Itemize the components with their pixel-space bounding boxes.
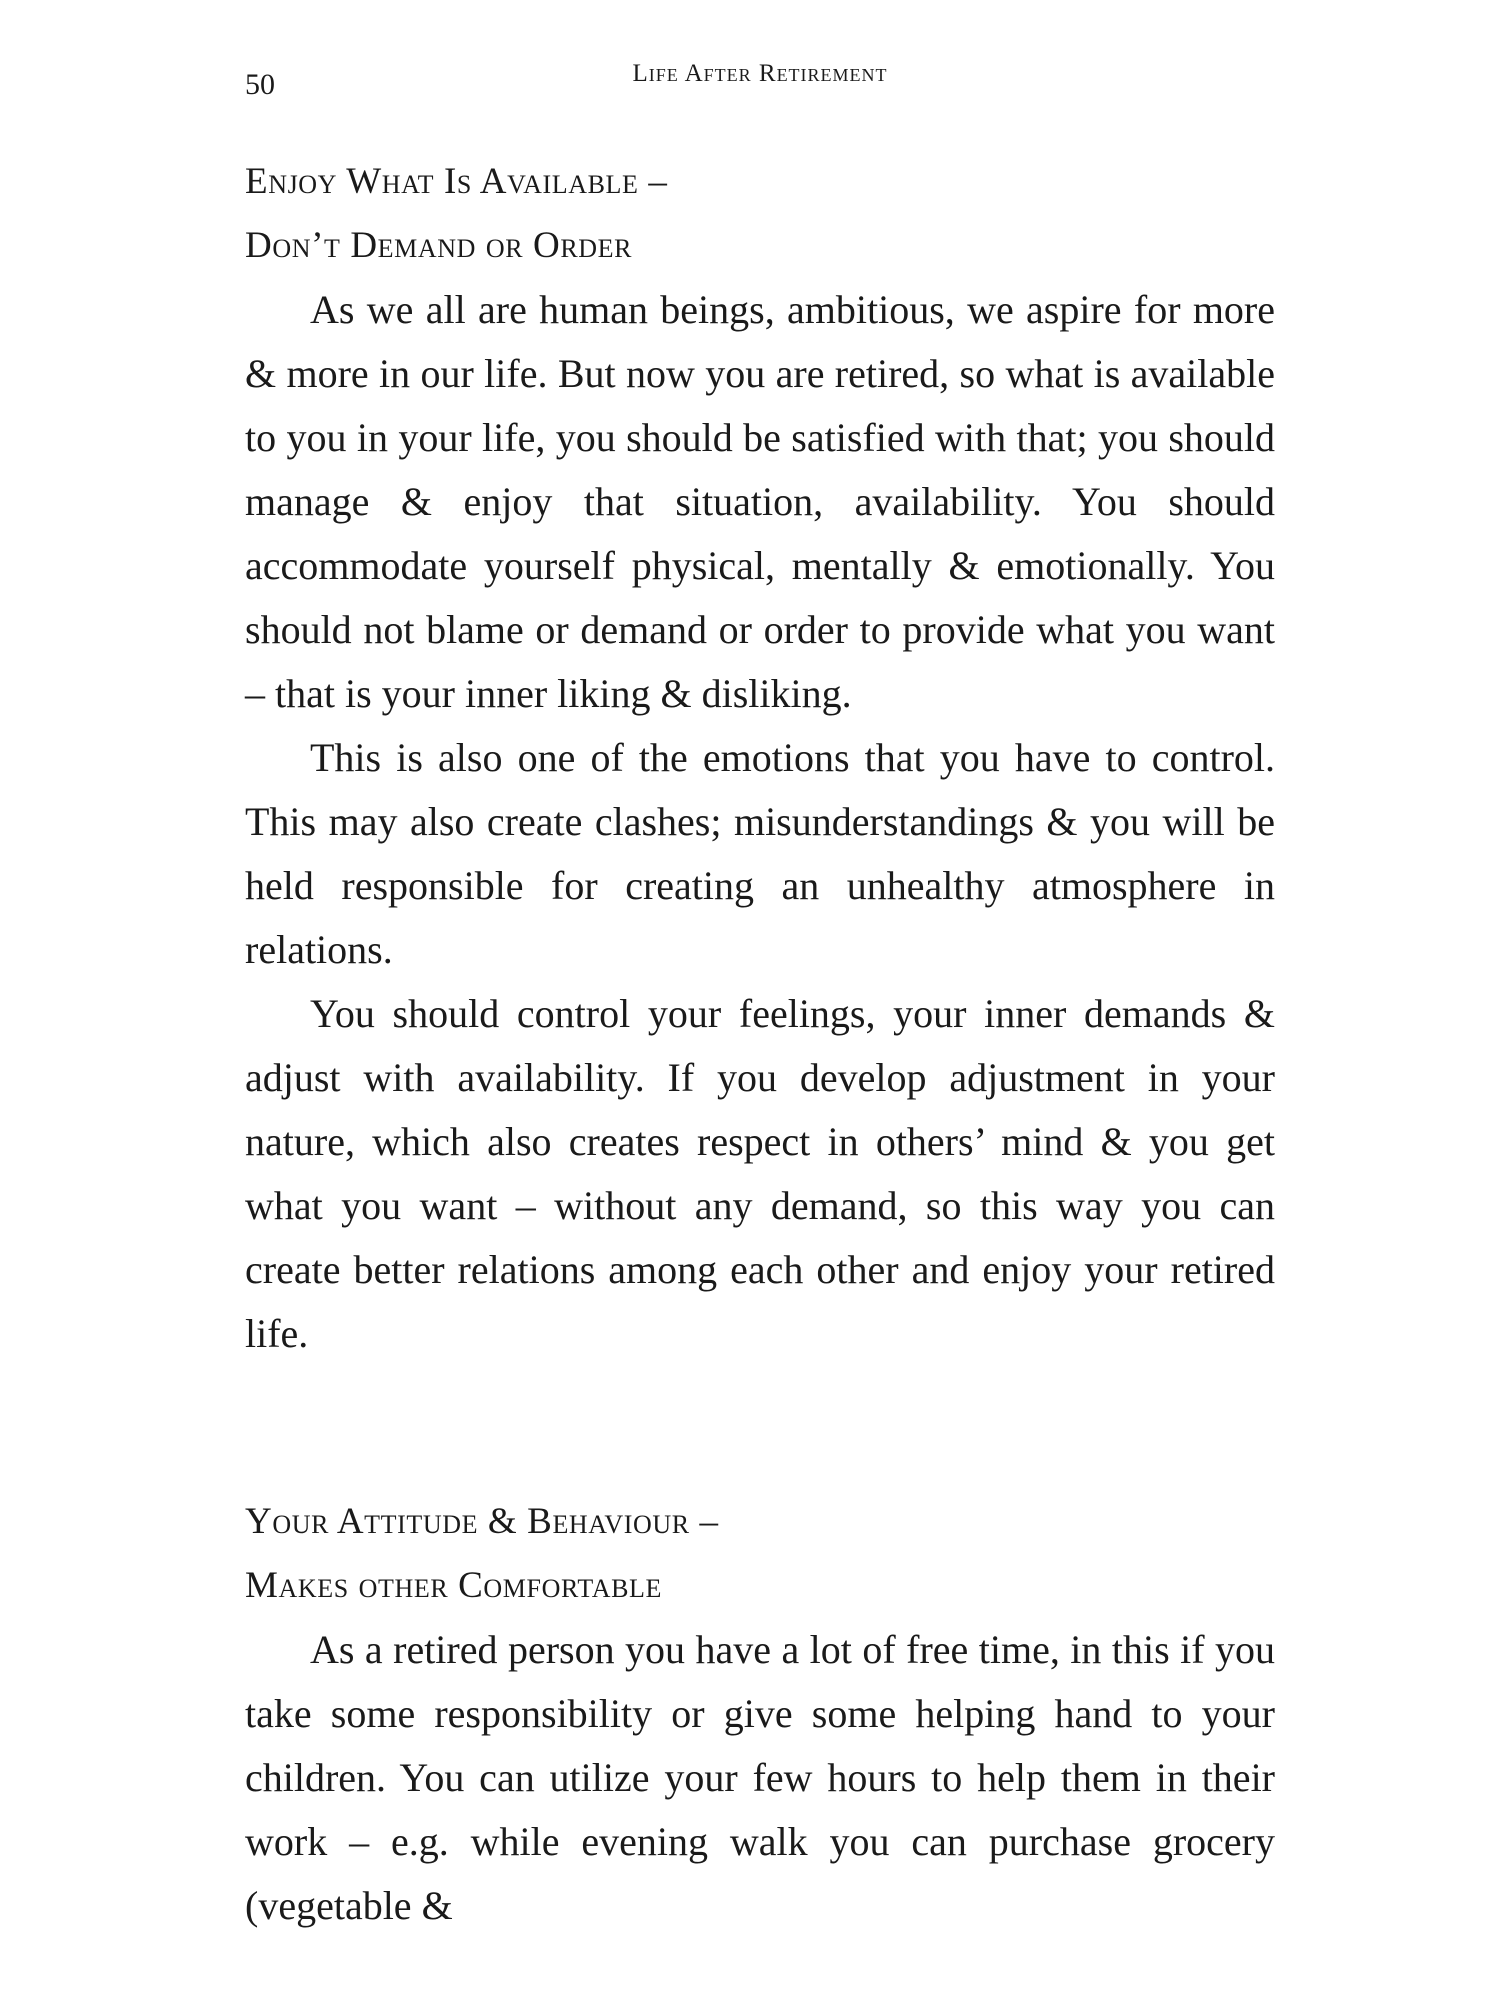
section-heading-line-2: Don’t Demand or Order — [245, 225, 633, 266]
paragraph: As we all are human beings, ambitious, we aspire for more & more in our life. But now you are retired, so what is available to you in your life, you should be satisfied with that; you should manage & enjoy that situation, availability. You should accommodate yourself physical, mentally & emotionally. You should not blame or demand or order to provide what you want – that is your inner liking & disliking. — [245, 287, 1275, 716]
section-heading-line-1: Enjoy What Is Available – — [245, 161, 668, 202]
paragraph: This is also one of the emotions that you have to control. This may also create clashes; misunderstandings & you will be held responsible for creating an unhealthy atmosphere in relations. — [245, 735, 1275, 972]
paragraph: You should control your feelings, your inner demands & adjust with availability. If you develop adjustment in your nature, which also creates respect in others’ mind & you get what you want – without any demand, so this way you can create better relations among each other and enjoy your retired life. — [245, 991, 1275, 1356]
page-header — [245, 60, 1275, 100]
section-heading-line-1: Your Attitude & Behaviour – — [245, 1501, 719, 1542]
page-number: 50 — [245, 68, 275, 101]
section-your-attitude-and-behaviour — [245, 1490, 1275, 1938]
section-enjoy-what-is-available — [245, 150, 1275, 1366]
running-title: Life After Retirement — [632, 60, 888, 87]
paragraph: As a retired person you have a lot of free time, in this if you take some responsibility or give some helping hand to your children. You can utilize your few hours to help them in their work – e.g. while evening walk you can purchase grocery (vegetable & — [245, 1627, 1275, 1928]
section-heading-line-2: Makes other Comfortable — [245, 1565, 663, 1606]
